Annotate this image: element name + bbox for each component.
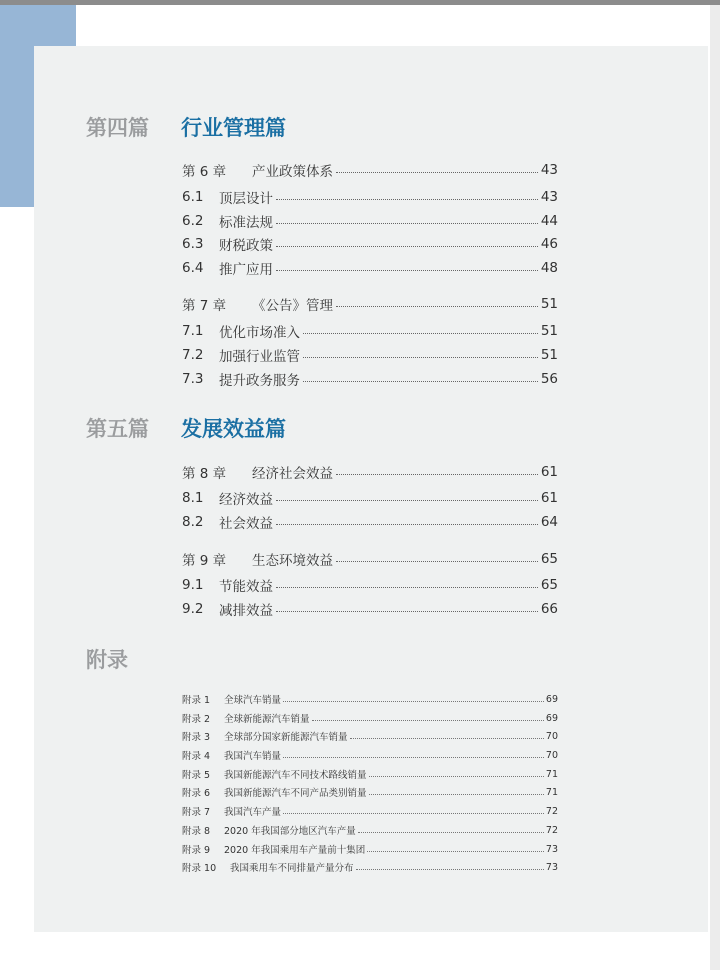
- appendix-number: 附录 7: [182, 807, 211, 818]
- toc-section[interactable]: [182, 233, 558, 255]
- part-heading: [86, 110, 286, 144]
- appendix-item[interactable]: [182, 784, 558, 800]
- section-number: 9.2: [182, 601, 204, 617]
- appendix-title: 我国新能源汽车不同产品类别销量: [224, 788, 367, 799]
- appendix-number: 附录 8: [182, 826, 211, 837]
- chapter-title: 生态环境效益: [252, 553, 333, 569]
- section-title: 提升政务服务: [219, 373, 300, 389]
- leader-dots: [336, 561, 538, 562]
- leader-dots: [356, 869, 544, 870]
- page-number: 72: [545, 824, 558, 836]
- appendix-heading: 附录: [86, 648, 128, 672]
- chapter-title: 产业政策体系: [252, 164, 333, 180]
- leader-dots: [303, 381, 538, 382]
- section-title: 加强行业监管: [219, 349, 300, 365]
- chapter-title: 《公告》管理: [252, 298, 333, 314]
- section-title: 优化市场准入: [219, 325, 300, 341]
- appendix-title: 我国乘用车不同排量产量分布: [230, 863, 354, 874]
- page-number: 72: [545, 805, 558, 817]
- section-number: 7.2: [182, 347, 204, 363]
- leader-dots: [358, 832, 544, 833]
- appendix-title: 全球汽车销量: [224, 695, 282, 706]
- page-number: 51: [540, 323, 558, 339]
- leader-dots: [369, 776, 544, 777]
- page-number: 71: [545, 786, 558, 798]
- toc-section[interactable]: [182, 320, 558, 342]
- leader-dots: [336, 306, 538, 307]
- section-title: 标准法规: [219, 215, 273, 231]
- toc-section[interactable]: [182, 368, 558, 390]
- page-number: 51: [540, 347, 558, 363]
- page-number: 73: [545, 843, 558, 855]
- appendix-number: 附录 9: [182, 845, 211, 856]
- section-title: 减排效益: [219, 603, 273, 619]
- section-number: 8.1: [182, 490, 204, 506]
- leader-dots: [369, 794, 544, 795]
- leader-dots: [276, 500, 538, 501]
- appendix-item[interactable]: [182, 728, 558, 744]
- toc-chapter[interactable]: [182, 159, 558, 181]
- part-label: 第四篇: [86, 116, 149, 140]
- leader-dots: [283, 813, 544, 814]
- section-title: 财税政策: [219, 238, 273, 254]
- section-title: 节能效益: [219, 579, 273, 595]
- part-heading: [86, 411, 286, 445]
- appendix-item[interactable]: [182, 766, 558, 782]
- chapter-number: 第 6 章: [182, 164, 227, 180]
- section-title: 推广应用: [219, 262, 273, 278]
- appendix-number: 附录 1: [182, 695, 211, 706]
- appendix-item[interactable]: [182, 747, 558, 763]
- toc-section[interactable]: [182, 574, 558, 596]
- toc-chapter[interactable]: [182, 548, 558, 570]
- leader-dots: [336, 172, 538, 173]
- page-number: 69: [545, 693, 558, 705]
- leader-dots: [336, 474, 538, 475]
- page-number: 69: [545, 712, 558, 724]
- appendix-title: 我国汽车产量: [224, 807, 282, 818]
- appendix-number: 附录 10: [182, 863, 217, 874]
- page-number: 70: [545, 730, 558, 742]
- chapter-number: 第 8 章: [182, 466, 227, 482]
- page-edge: [710, 5, 720, 970]
- leader-dots: [276, 199, 538, 200]
- appendix-item[interactable]: [182, 803, 558, 819]
- page-number: 64: [540, 514, 558, 530]
- toc-section[interactable]: [182, 186, 558, 208]
- leader-dots: [276, 223, 538, 224]
- appendix-item[interactable]: [182, 691, 558, 707]
- page-number: 71: [545, 768, 558, 780]
- section-title: 社会效益: [219, 516, 273, 532]
- leader-dots: [276, 611, 538, 612]
- appendix-title: 2020 年我国乘用车产量前十集团: [224, 845, 366, 856]
- appendix-item[interactable]: [182, 710, 558, 726]
- leader-dots: [276, 246, 538, 247]
- page-number: 61: [540, 490, 558, 506]
- section-number: 6.1: [182, 189, 204, 205]
- appendix-item[interactable]: [182, 859, 558, 875]
- leader-dots: [276, 270, 538, 271]
- page-number: 44: [540, 213, 558, 229]
- leader-dots: [367, 851, 544, 852]
- section-number: 6.4: [182, 260, 204, 276]
- page-number: 48: [540, 260, 558, 276]
- toc-section[interactable]: [182, 344, 558, 366]
- page-number: 46: [540, 236, 558, 252]
- page-number: 56: [540, 371, 558, 387]
- page-number: 51: [540, 296, 558, 312]
- page-number: 65: [540, 577, 558, 593]
- appendix-item[interactable]: [182, 822, 558, 838]
- toc-chapter[interactable]: [182, 461, 558, 483]
- top-edge: [0, 0, 720, 5]
- toc-section[interactable]: [182, 210, 558, 232]
- section-number: 7.1: [182, 323, 204, 339]
- toc-section[interactable]: [182, 487, 558, 509]
- page-number: 65: [540, 551, 558, 567]
- leader-dots: [303, 333, 538, 334]
- section-number: 6.3: [182, 236, 204, 252]
- appendix-title: 2020 年我国部分地区汽车产量: [224, 826, 356, 837]
- section-number: 8.2: [182, 514, 204, 530]
- section-number: 6.2: [182, 213, 204, 229]
- page-number: 73: [545, 861, 558, 873]
- leader-dots: [303, 357, 538, 358]
- appendix-title: 我国新能源汽车不同技术路线销量: [224, 770, 367, 781]
- chapter-number: 第 9 章: [182, 553, 227, 569]
- part-title: 发展效益篇: [181, 417, 286, 441]
- section-number: 7.3: [182, 371, 204, 387]
- toc-section[interactable]: [182, 257, 558, 279]
- leader-dots: [312, 720, 544, 721]
- part-label: 第五篇: [86, 417, 149, 441]
- section-number: 9.1: [182, 577, 204, 593]
- appendix-title: 全球部分国家新能源汽车销量: [224, 732, 348, 743]
- leader-dots: [283, 701, 544, 702]
- leader-dots: [350, 738, 544, 739]
- appendix-number: 附录 5: [182, 770, 211, 781]
- leader-dots: [276, 524, 538, 525]
- page-number: 61: [540, 464, 558, 480]
- page-number: 43: [540, 162, 558, 178]
- appendix-number: 附录 2: [182, 714, 211, 725]
- leader-dots: [276, 587, 538, 588]
- appendix-title: 我国汽车销量: [224, 751, 282, 762]
- toc-chapter[interactable]: [182, 293, 558, 315]
- toc-section[interactable]: [182, 511, 558, 533]
- appendix-number: 附录 3: [182, 732, 211, 743]
- toc-section[interactable]: [182, 598, 558, 620]
- leader-dots: [283, 757, 544, 758]
- section-title: 顶层设计: [219, 191, 273, 207]
- page-number: 70: [545, 749, 558, 761]
- part-title: 行业管理篇: [181, 116, 286, 140]
- appendix-title: 全球新能源汽车销量: [224, 714, 310, 725]
- chapter-title: 经济社会效益: [252, 466, 333, 482]
- appendix-item[interactable]: [182, 841, 558, 857]
- section-title: 经济效益: [219, 492, 273, 508]
- page-number: 43: [540, 189, 558, 205]
- appendix-number: 附录 4: [182, 751, 211, 762]
- appendix-number: 附录 6: [182, 788, 211, 799]
- chapter-number: 第 7 章: [182, 298, 227, 314]
- page-number: 66: [540, 601, 558, 617]
